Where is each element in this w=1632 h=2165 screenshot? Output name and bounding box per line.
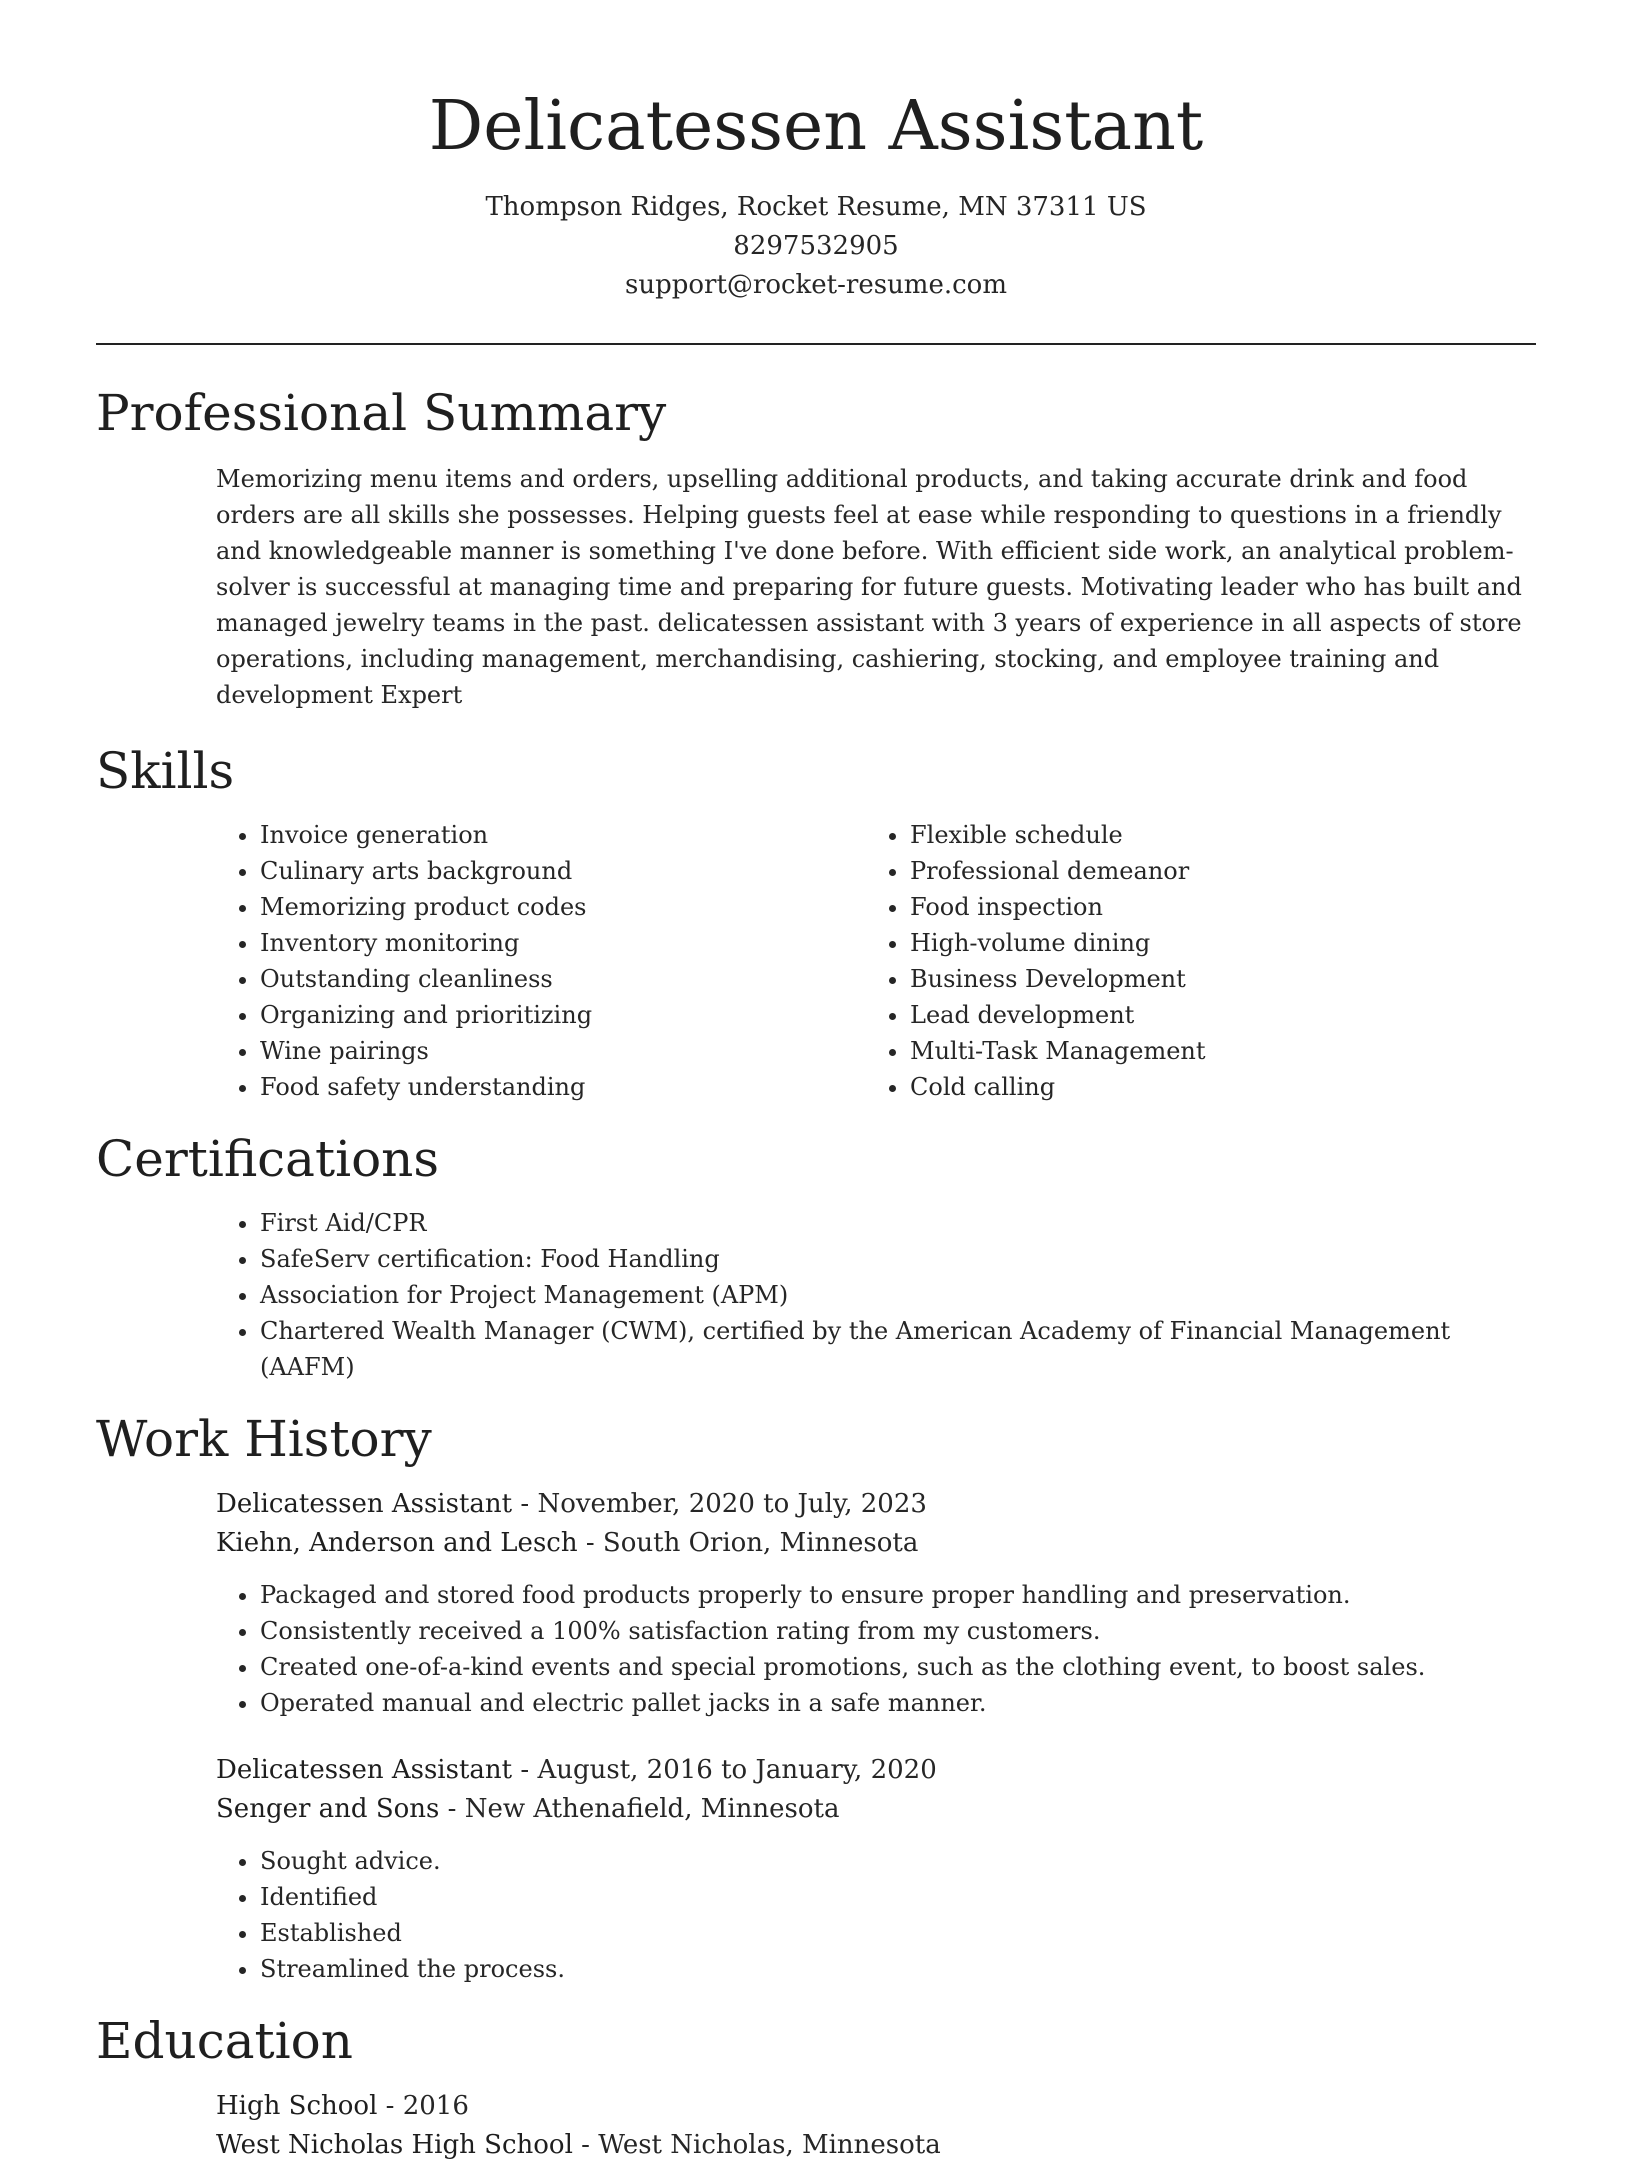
- work-history-heading: Work History: [96, 1410, 432, 1468]
- education-degree-line: [216, 2087, 1536, 2126]
- job-dates: August, 2016 to January, 2020: [537, 1755, 937, 1785]
- job-duty: • Streamlined the process.: [260, 1951, 1536, 1987]
- skills-column-right: [866, 817, 1516, 1105]
- education-degree: High School: [216, 2091, 378, 2121]
- skills-heading: Skills: [96, 742, 235, 800]
- separator: -: [512, 1755, 538, 1785]
- resume-header: [96, 0, 1536, 305]
- skill-item: • Multi-Task Management: [910, 1033, 1516, 1069]
- skill-item: • Organizing and prioritizing: [260, 997, 866, 1033]
- summary-heading: Professional Summary: [96, 384, 667, 442]
- separator: -: [572, 2130, 599, 2160]
- education-entry: [216, 2087, 1536, 2165]
- job-title: Delicatessen Assistant: [216, 1489, 513, 1519]
- certifications-section: [96, 1127, 1536, 1385]
- separator: -: [512, 1489, 538, 1519]
- job-entry: [216, 1751, 1536, 1987]
- skills-columns: [216, 817, 1536, 1105]
- job-company: Senger and Sons: [216, 1794, 440, 1824]
- job-duty: • Operated manual and electric pallet jacks in a safe manner.: [260, 1685, 1536, 1721]
- job-dates: November, 2020 to July, 2023: [537, 1489, 927, 1519]
- job-duty: • Identified: [260, 1879, 1536, 1915]
- skill-item: • Food safety understanding: [260, 1069, 866, 1105]
- job-duty: • Packaged and stored food products properly to ensure proper handling and preservation.: [260, 1577, 1536, 1613]
- header-divider: [96, 343, 1536, 345]
- education-heading: Education: [96, 2012, 353, 2070]
- certification-item: • SafeServ certification: Food Handling: [260, 1241, 1536, 1277]
- education-school-line: [216, 2126, 1536, 2165]
- skill-item: • High-volume dining: [910, 925, 1516, 961]
- job-duty: • Established: [260, 1915, 1536, 1951]
- education-school: West Nicholas High School: [216, 2130, 573, 2160]
- job-duty: • Consistently received a 100% satisfaction rating from my customers.: [260, 1613, 1536, 1649]
- certifications-heading: Certifications: [96, 1130, 440, 1188]
- separator: -: [439, 1794, 465, 1824]
- skill-item: • Invoice generation: [260, 817, 866, 853]
- education-location: West Nicholas, Minnesota: [598, 2130, 941, 2160]
- job-entry: [216, 1485, 1536, 1721]
- job-title: Delicatessen Assistant: [216, 1755, 513, 1785]
- skill-item: • Flexible schedule: [910, 817, 1516, 853]
- skill-item: • Business Development: [910, 961, 1516, 997]
- skill-item: • Culinary arts background: [260, 853, 866, 889]
- summary-text: Memorizing menu items and orders, upselling additional products, and taking accurate drink and food orders are all skills she possesses. Helping guests feel at ease while responding to questions in a friendly and knowledgeable manner is something I've done before. With efficient side work, an analytical problem-solver is successful at managing time and preparing for future guests. Motivating leader who has built and managed jewelry teams in the past. delicatessen assistant with 3 years of experience in all aspects of store operations, including management, merchandising, cashiering, stocking, and employee training and development Expert: [216, 465, 1522, 709]
- job-company-line: [216, 1524, 1536, 1563]
- job-location: South Orion, Minnesota: [602, 1528, 919, 1558]
- certification-item: • Association for Project Management (APM): [260, 1277, 1536, 1313]
- job-title-line: [216, 1751, 1536, 1790]
- skill-item: • Food inspection: [910, 889, 1516, 925]
- job-company-line: [216, 1790, 1536, 1829]
- contact-phone: 8297532905: [733, 231, 899, 261]
- skill-item: • Outstanding cleanliness: [260, 961, 866, 997]
- certification-item: • First Aid/CPR: [260, 1205, 1536, 1241]
- candidate-name: Delicatessen Assistant: [428, 87, 1204, 166]
- job-duty: • Sought advice.: [260, 1843, 1536, 1879]
- skill-item: • Inventory monitoring: [260, 925, 866, 961]
- contact-address: Thompson Ridges, Rocket Resume, MN 37311 US: [485, 192, 1147, 222]
- skill-item: • Wine pairings: [260, 1033, 866, 1069]
- summary-section: [96, 381, 1536, 713]
- separator: -: [577, 1528, 603, 1558]
- skills-column-left: [216, 817, 866, 1105]
- work-history-section: [96, 1407, 1536, 1987]
- skill-item: • Professional demeanor: [910, 853, 1516, 889]
- job-title-line: [216, 1485, 1536, 1524]
- skill-item: • Memorizing product codes: [260, 889, 866, 925]
- education-year: 2016: [402, 2091, 469, 2121]
- job-duty: • Created one-of-a-kind events and special promotions, such as the clothing event, to boost sales.: [260, 1649, 1536, 1685]
- education-section: [96, 2009, 1536, 2165]
- job-company: Kiehn, Anderson and Lesch: [216, 1528, 578, 1558]
- skill-item: • Lead development: [910, 997, 1516, 1033]
- job-location: New Athenafield, Minnesota: [464, 1794, 840, 1824]
- skill-item: • Cold calling: [910, 1069, 1516, 1105]
- contact-email: support@rocket-resume.com: [624, 270, 1007, 300]
- certification-item: • Chartered Wealth Manager (CWM), certified by the American Academy of Financial Management (AAFM): [260, 1313, 1536, 1385]
- separator: -: [377, 2091, 403, 2121]
- skills-section: [96, 739, 1536, 1105]
